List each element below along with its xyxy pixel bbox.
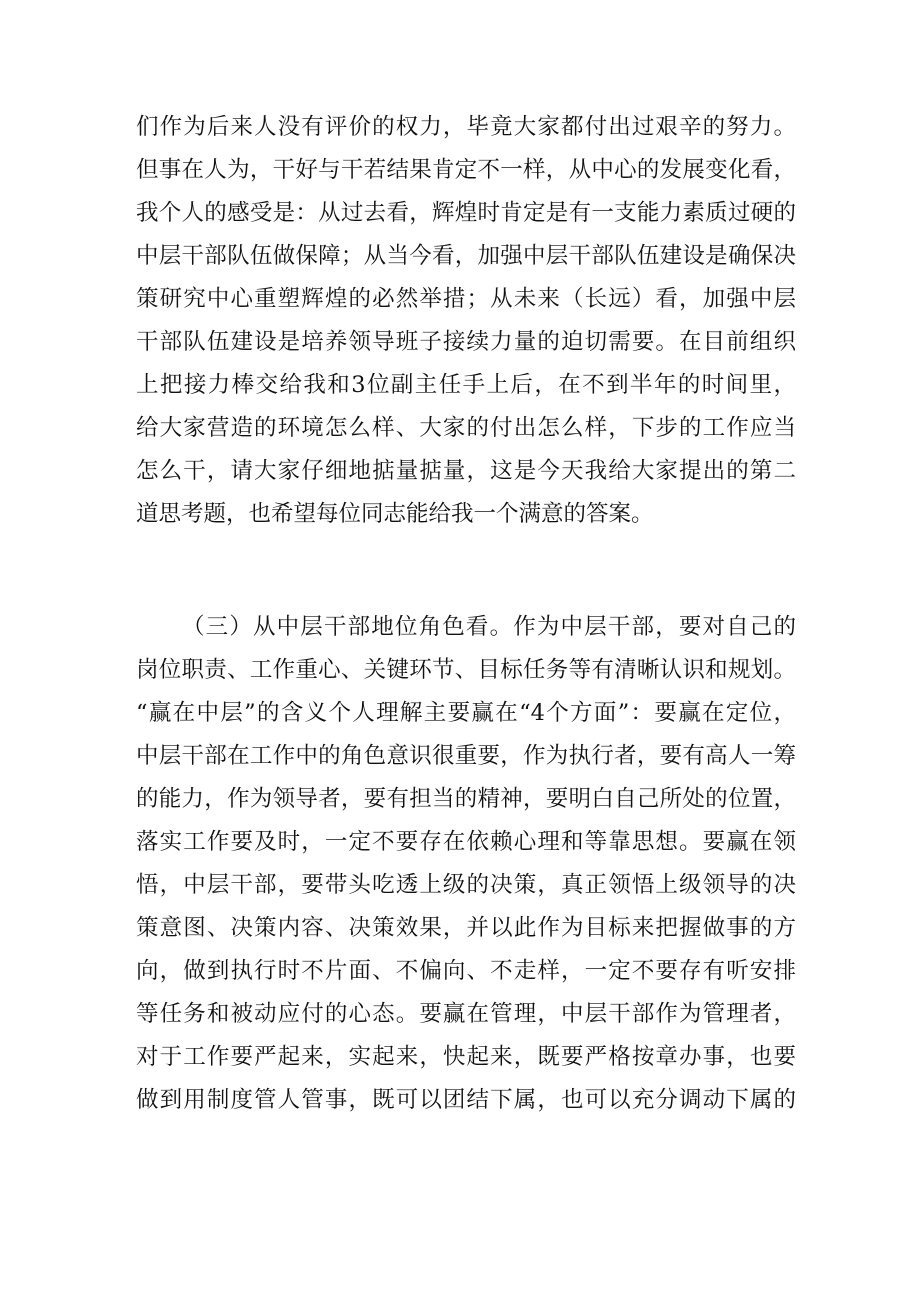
paragraph-1-line: 我个人的感受是：从过去看，辉煌时肯定是有一支能力素质过硬的 (136, 200, 796, 226)
paragraph-1-line: 策研究中心重塑辉煌的必然举措；从未来（长远）看，加强中层 (136, 286, 796, 312)
paragraph-2-line: 策意图、决策内容、决策效果，并以此作为目标来把握做事的方 (136, 915, 796, 941)
paragraph-2-line: 做到用制度管人管事，既可以团结下属，也可以充分调动下属的 (136, 1087, 796, 1113)
paragraph-2-line: 对于工作要严起来，实起来，快起来，既要严格按章办事，也要 (136, 1044, 796, 1070)
paragraph-2-line: “赢在中层”的含义个人理解主要赢在“4个方面”：要赢在定位， (136, 700, 796, 726)
paragraph-1-line: 们作为后来人没有评价的权力，毕竟大家都付出过艰辛的努力。 (136, 114, 796, 140)
paragraph-2-line: 的能力，作为领导者，要有担当的精神，要明白自己所处的位置， (136, 786, 796, 812)
paragraph-2-line: 等任务和被动应付的心态。要赢在管理，中层干部作为管理者， (136, 1001, 796, 1027)
paragraph-1-line: 怎么干，请大家仔细地掂量掂量，这是今天我给大家提出的第二 (136, 458, 796, 484)
paragraph-1-line: 中层干部队伍做保障；从当今看，加强中层干部队伍建设是确保决 (136, 243, 796, 269)
paragraph-1-line: 干部队伍建设是培养领导班子接续力量的迫切需要。在目前组织 (136, 329, 796, 355)
paragraph-2 (136, 609, 796, 1118)
paragraph-2-line: 悟，中层干部，要带头吃透上级的决策，真正领悟上级领导的决 (136, 872, 796, 898)
paragraph-2-line: 向，做到执行时不片面、不偏向、不走样，一定不要存有听安排 (136, 958, 796, 984)
paragraph-2-line: （三）从中层干部地位角色看。作为中层干部，要对自己的 (182, 614, 796, 640)
paragraph-1-line: 给大家营造的环境怎么样、大家的付出怎么样，下步的工作应当 (136, 415, 796, 441)
paragraph-1-line: 道思考题，也希望每位同志能给我一个满意的答案。 (136, 501, 654, 527)
paragraph-2-line: 岗位职责、工作重心、关键环节、目标任务等有清晰认识和规划。 (136, 657, 796, 683)
paragraph-1 (136, 109, 796, 532)
paragraph-2-line: 落实工作要及时，一定不要存在依赖心理和等靠思想。要赢在领 (136, 829, 796, 855)
paragraph-1-line: 但事在人为，干好与干若结果肯定不一样，从中心的发展变化看， (136, 157, 796, 183)
paragraph-2-line: 中层干部在工作中的角色意识很重要，作为执行者，要有高人一筹 (136, 743, 796, 769)
paragraph-1-line: 上把接力棒交给我和3位副主任手上后，在不到半年的时间里， (136, 372, 796, 398)
